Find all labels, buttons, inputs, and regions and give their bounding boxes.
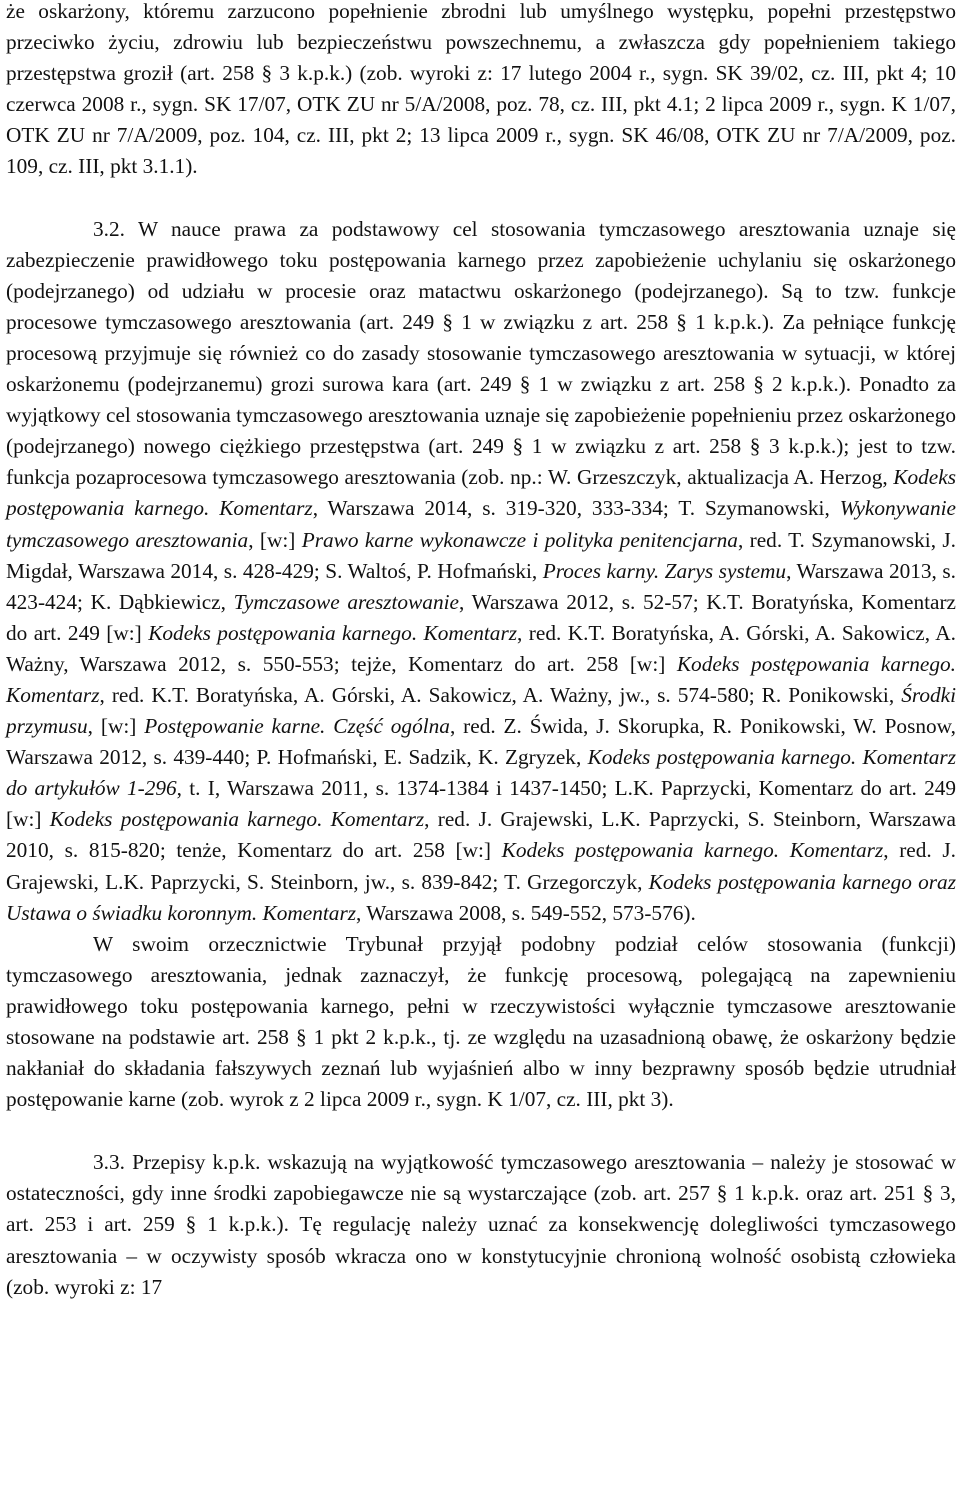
italic-citation-title: Proces karny. Zarys systemu <box>542 558 787 583</box>
italic-citation-title: Kodeks postępowania karnego oraz Ustawa o świadku koronnym. Komentarz <box>6 869 956 925</box>
text-segment: , [w:] <box>248 527 302 552</box>
italic-citation-title: Kodeks postępowania karnego. Komentarz <box>6 651 956 707</box>
text-segment: , Warszawa 2013, s. 423-424; K. Dąbkiewicz, <box>6 558 956 614</box>
paragraph-3-2 <box>6 214 956 929</box>
text-segment: , Warszawa 2012, s. 52-57; K.T. Boratyńska, Komentarz do art. 249 [w:] <box>6 589 957 645</box>
italic-citation-title: Środki przymusu <box>6 682 956 739</box>
text-segment: , red. Z. Świda, J. Skorupka, R. Ponikowski, W. Posnow, Warszawa 2012, s. 439-440; P. Hofmański, E. Sadzik, K. Zgryzek, <box>6 714 956 770</box>
text-segment: , Warszawa 2014, s. 319-320, 333-334; T. Szymanowski, <box>312 496 840 521</box>
italic-citation-title: Kodeks postępowania karnego. Komentarz <box>49 807 425 832</box>
text-segment: , red. J. Grajewski, L.K. Paprzycki, S. Steinborn, jw., s. 839-842; T. Grzegorczyk, <box>6 838 956 894</box>
text-segment: , Warszawa 2008, s. 549-552, 573-576). <box>356 900 696 925</box>
text-segment: , t. I, Warszawa 2011, s. 1374-1384 i 1437-1450; L.K. Paprzycki, Komentarz do art. 249 [w:] <box>6 776 957 832</box>
italic-citation-title: Kodeks postępowania karnego. Komentarz <box>501 838 884 863</box>
text-segment: , red. T. Szymanowski, J. Migdał, Warszawa 2014, s. 428-429; S. Waltoś, P. Hofmański, <box>6 527 956 583</box>
italic-citation-title: Tymczasowe aresztowanie <box>233 589 459 614</box>
paragraph-number: 3.2. <box>93 216 138 241</box>
paragraph-tribunal-jurisprudence <box>6 929 956 1116</box>
paragraph-number: 3.3. <box>93 1150 133 1175</box>
text-segment: , red. K.T. Boratyńska, A. Górski, A. Sakowicz, A. Ważny, jw., s. 574-580; R. Ponikowski, <box>99 682 902 707</box>
italic-citation-title: Postępowanie karne. Część ogólna <box>144 714 450 739</box>
italic-citation-title: Prawo karne wykonawcze i polityka penitencjarna <box>301 527 738 552</box>
italic-citation-title: Kodeks postępowania karnego. Komentarz do artykułów 1-296 <box>6 745 956 801</box>
text-segment: W swoim orzecznictwie Trybunał przyjął podobny podział celów stosowania (funkcji) tymczasowego aresztowania, jednak zaznaczył, że funkcję procesową, polegającą na zapewnieniu prawidłowego toku postępowania karnego, pełni w rzeczywistości wyłącznie tymczasowe aresztowanie stosowane na podstawie art. 258 § 1 pkt 2 k.p.k., tj. ze względu na uzasadnioną obawę, że oskarżony będzie nakłaniał do składania fałszywych zeznań lub wyjaśnień albo w inny bezprawny sposób będzie utrudniał postępowanie karne (zob. wyrok z 2 lipca 2009 r., sygn. K 1/07, cz. III, pkt 3). <box>6 931 956 1112</box>
text-segment: Przepisy k.p.k. wskazują na wyjątkowość tymczasowego aresztowania – należy je stosować w ostateczności, gdy inne środki zapobiegawcze nie są wystarczające (zob. art. 257 § 1 k.p.k. oraz art. 251 § 3, art. 253 i art. 259 § 1 k.p.k.). Tę regulację należy uznać za konsekwencję dolegliwości tymczasowego aresztowania – w oczywisty sposób wkracza ono w konstytucyjnie chronioną wolność osobistą człowieka (zob. wyroki z: 17 <box>6 1150 956 1299</box>
italic-citation-title: Wykonywanie tymczasowego aresztowania <box>6 496 956 552</box>
text-segment: W nauce prawa za podstawowy cel stosowania tymczasowego aresztowania uznaje się zabezpieczenie prawidłowego toku postępowania karnego przez zapobieżenie uchylaniu się oskarżonego (podejrzanego) od udziału w procesie oraz matactwu oskarżonego (podejrzanego). Są to tzw. funkcje procesowe tymczasowego aresztowania (art. 249 § 1 w związku z art. 258 § 1 k.p.k.). Za pełniące funkcję procesową przyjmuje się również co do zasady stosowanie tymczasowego aresztowania w sytuacji, w której oskarżonemu (podejrzanemu) grozi surowa kara (art. 249 § 1 w związku z art. 258 § 2 k.p.k.). Ponadto za wyjątkowy cel stosowania tymczasowego aresztowania uznaje się zapobieżenie popełnieniu przez oskarżonego (podejrzanego) nowego ciężkiego przestępstwa (art. 249 § 1 w związku z art. 258 § 3 k.p.k.); jest to tzw. funkcja pozaprocesowa tymczasowego aresztowania (zob. np.: W. Grzeszczyk, aktualizacja A. Herzog, <box>6 216 956 490</box>
text-segment: , red. K.T. Boratyńska, A. Górski, A. Sakowicz, A. Ważny, Warszawa 2012, s. 550-553; tejże, Komentarz do art. 258 [w:] <box>6 620 957 676</box>
text-segment: że oskarżony, któremu zarzucono popełnienie zbrodni lub umyślnego występku, popełni przestępstwo przeciwko życiu, zdrowiu lub bezpieczeństwu powszechnemu, a zwłaszcza gdy popełnieniem takiego przestępstwa groził (art. 258 § 3 k.p.k.) (zob. wyroki z: 17 lutego 2004 r., sygn. SK 39/02, cz. III, pkt 4; 10 czerwca 2008 r., sygn. SK 17/07, OTK ZU nr 5/A/2008, poz. 78, cz. III, pkt 4.1; 2 lipca 2009 r., sygn. K 1/07, OTK ZU nr 7/A/2009, poz. 104, cz. III, pkt 2; 13 lipca 2009 r., sygn. SK 46/08, OTK ZU nr 7/A/2009, poz. 109, cz. III, pkt 3.1.1). <box>6 0 956 179</box>
italic-citation-title: Kodeks postępowania karnego. Komentarz <box>6 465 956 521</box>
text-segment: , red. J. Grajewski, L.K. Paprzycki, S. Steinborn, Warszawa 2010, s. 815-820; tenże, Komentarz do art. 258 [w:] <box>6 807 956 863</box>
italic-citation-title: Kodeks postępowania karnego. Komentarz <box>148 620 518 645</box>
text-segment: , [w:] <box>87 714 145 739</box>
paragraph-3-3 <box>6 1147 956 1302</box>
paragraph-continuation <box>6 0 956 183</box>
